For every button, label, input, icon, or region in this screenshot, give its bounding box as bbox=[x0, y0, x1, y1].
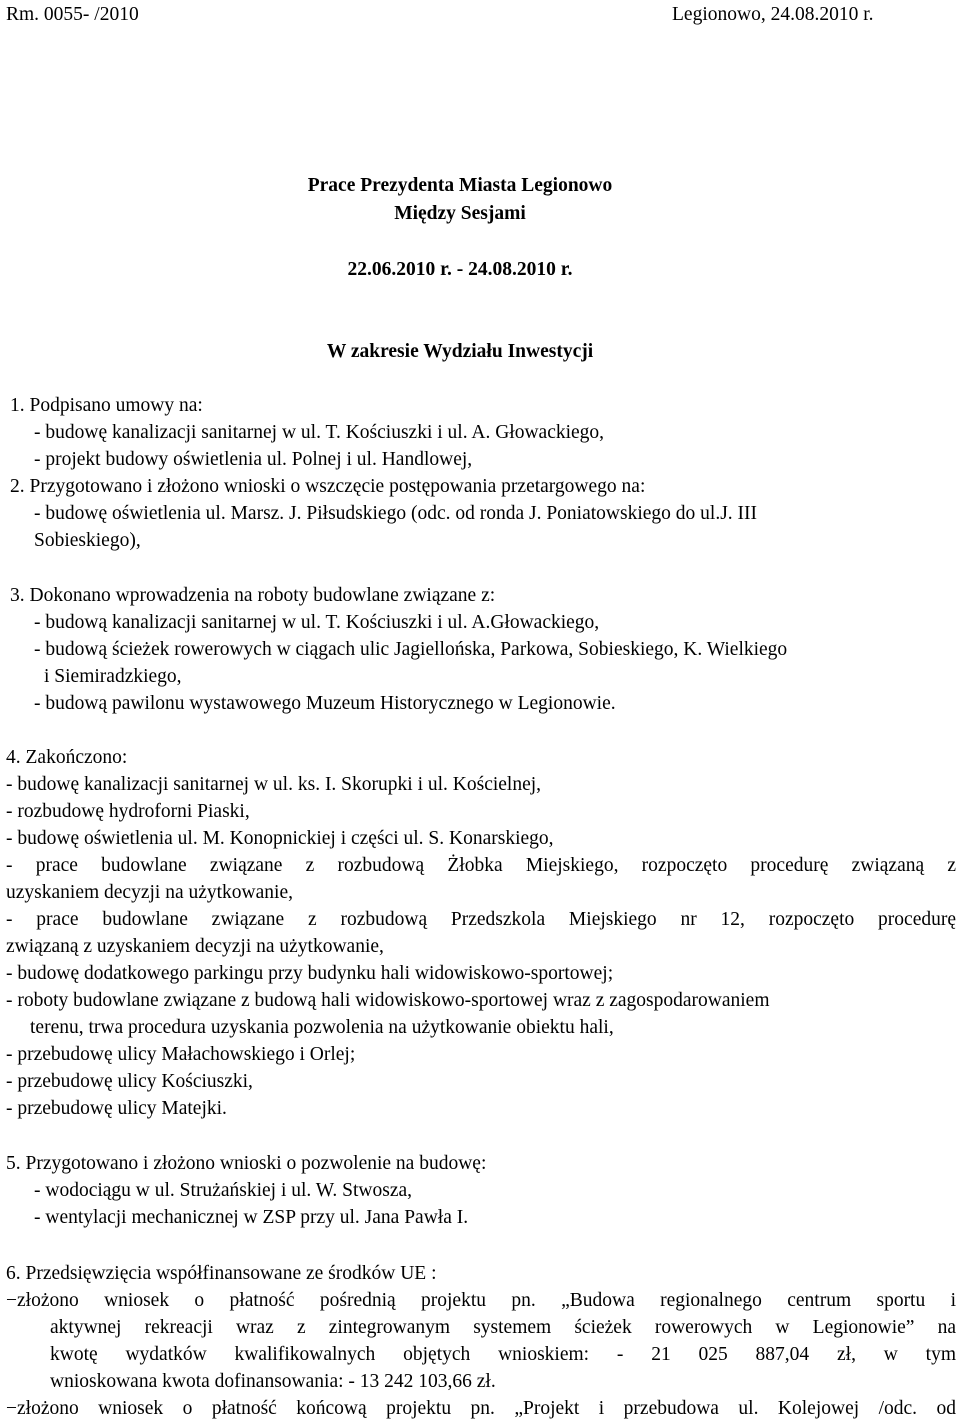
list-item: - prace budowlane związane z rozbudową Żłobka Miejskiego, rozpoczęto procedurę związaną z bbox=[6, 855, 956, 876]
list-item-continuation: uzyskaniem decyzji na użytkowanie, bbox=[6, 882, 293, 903]
list-item: - budowę oświetlenia ul. M. Konopnickiej i części ul. S. Konarskiego, bbox=[6, 828, 554, 849]
list-item: - budowę kanalizacji sanitarnej w ul. ks. I. Skorupki i ul. Kościelnej, bbox=[6, 774, 542, 795]
list-item-continuation: Sobieskiego), bbox=[34, 530, 141, 551]
list-item: - wentylacji mechanicznej w ZSP przy ul. Jana Pawła I. bbox=[34, 1207, 469, 1228]
document-reference: Rm. 0055- /2010 bbox=[6, 4, 139, 25]
list-item: - prace budowlane związane z rozbudową Przedszkola Miejskiego nr 12, rozpoczęto procedurę bbox=[6, 909, 956, 930]
list-item: - rozbudowę hydroforni Piaski, bbox=[6, 801, 250, 822]
item-1-heading: 1. Podpisano umowy na: bbox=[10, 395, 203, 416]
list-item: - przebudowę ulicy Kościuszki, bbox=[6, 1071, 253, 1092]
list-item: - wodociągu w ul. Strużańskiej i ul. W. Stwosza, bbox=[34, 1180, 413, 1201]
list-item: - budowę oświetlenia ul. Marsz. J. Piłsudskiego (odc. od ronda J. Poniatowskiego do ul.J. III bbox=[34, 503, 758, 524]
item-2-heading: 2. Przygotowano i złożono wnioski o wszczęcie postępowania przetargowego na: bbox=[10, 476, 646, 497]
list-item-continuation: wnioskowana kwota dofinansowania: - 13 242 103,66 zł. bbox=[50, 1371, 496, 1392]
list-item: −złożono wniosek o płatność pośrednią projektu pn. „Budowa regionalnego centrum sportu i bbox=[6, 1290, 956, 1311]
document-title: Prace Prezydenta Miasta Legionowo bbox=[307, 175, 613, 196]
list-item-continuation: związaną z uzyskaniem decyzji na użytkowanie, bbox=[6, 936, 384, 957]
item-6-heading: 6. Przedsięwzięcia współfinansowane ze środków UE : bbox=[6, 1263, 437, 1284]
list-item: - roboty budowlane związane z budową hali widowiskowo-sportowej wraz z zagospodarowaniem bbox=[6, 990, 770, 1011]
list-item: - budową kanalizacji sanitarnej w ul. T. Kościuszki i ul. A.Głowackiego, bbox=[34, 612, 600, 633]
list-item: - budowę kanalizacji sanitarnej w ul. T. Kościuszki i ul. A. Głowackiego, bbox=[34, 422, 605, 443]
list-item-continuation: terenu, trwa procedura uzyskania pozwolenia na użytkowanie obiektu hali, bbox=[30, 1017, 614, 1038]
section-heading: W zakresie Wydziału Inwestycji bbox=[326, 341, 594, 362]
list-item: - przebudowę ulicy Małachowskiego i Orlej; bbox=[6, 1044, 356, 1065]
list-item: - budowę dodatkowego parkingu przy budynku hali widowiskowo-sportowej; bbox=[6, 963, 614, 984]
item-3-heading: 3. Dokonano wprowadzenia na roboty budowlane związane z: bbox=[10, 585, 496, 606]
list-item: - budową pawilonu wystawowego Muzeum Historycznego w Legionowie. bbox=[34, 693, 616, 714]
list-item: - projekt budowy oświetlenia ul. Polnej i ul. Handlowej, bbox=[34, 449, 473, 470]
list-item-continuation: aktywnej rekreacji wraz z zintegrowanym systemem ścieżek rowerowych w Legionowie” na bbox=[50, 1317, 956, 1338]
item-5-heading: 5. Przygotowano i złożono wnioski o pozwolenie na budowę: bbox=[6, 1153, 487, 1174]
list-item: - budową ścieżek rowerowych w ciągach ulic Jagiellońska, Parkowa, Sobieskiego, K. Wielkiego bbox=[34, 639, 788, 660]
date-range: 22.06.2010 r. - 24.08.2010 r. bbox=[347, 259, 573, 280]
item-4-heading: 4. Zakończono: bbox=[6, 747, 128, 768]
place-and-date: Legionowo, 24.08.2010 r. bbox=[672, 4, 874, 25]
list-item: - przebudowę ulicy Matejki. bbox=[6, 1098, 227, 1119]
document-subtitle: Między Sesjami bbox=[394, 203, 526, 224]
list-item-continuation: i Siemiradzkiego, bbox=[44, 666, 182, 687]
list-item: −złożono wniosek o płatność końcową projektu pn. „Projekt i przebudowa ul. Kolejowej /odc. od bbox=[6, 1398, 956, 1419]
list-item-continuation: kwotę wydatków kwalifikowalnych objętych wnioskiem: - 21 025 887,04 zł, w tym bbox=[50, 1344, 956, 1365]
